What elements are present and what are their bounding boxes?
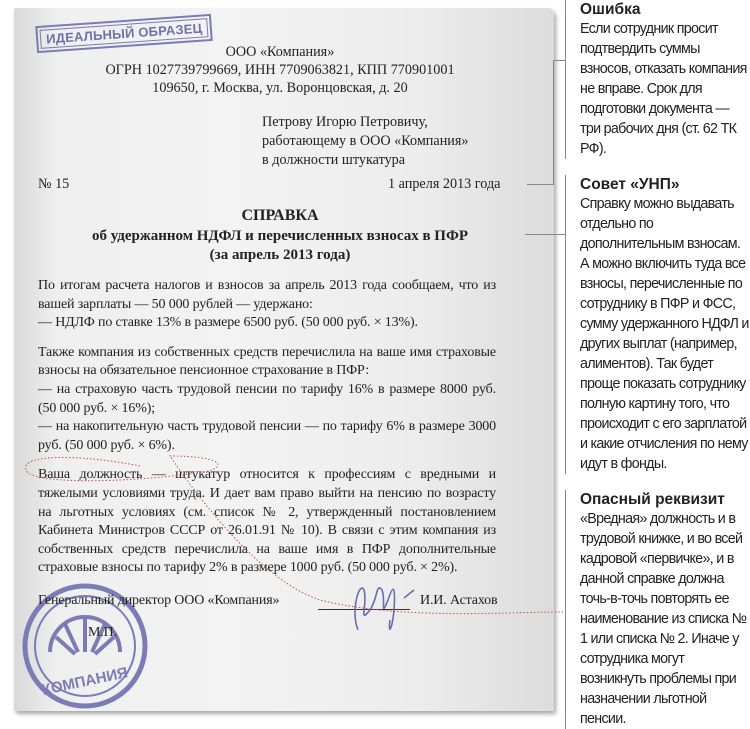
signatory-name: И.И. Астахов: [420, 592, 498, 608]
note-heading: Ошибка: [580, 1, 641, 18]
company-address: 109650, г. Москва, ул. Воронцовская, д. 20: [152, 80, 408, 96]
paragraph-item: — на страховую часть трудовой пенсии по тарифу 16% в размере 8000 руб. (50 000 руб. × 16%);: [38, 381, 496, 416]
paragraph-withheld: [38, 277, 496, 333]
document-period: (за апрель 2013 года): [209, 247, 351, 263]
seal-place: М.П.: [88, 624, 117, 640]
sample-stamp-label: ИДЕАЛЬНЫЙ ОБРАЗЕЦ: [40, 18, 209, 49]
sidebar: [565, 0, 750, 729]
company-name: ООО «Компания»: [225, 44, 335, 60]
document-title: СПРАВКА: [241, 207, 319, 224]
document-date: 1 апреля 2013 года: [388, 176, 501, 192]
seal-text: КОМПАНИЯ: [40, 664, 130, 699]
document-number: № 15: [38, 176, 70, 192]
paragraph-text: Также компания из собственных средств перечислила на ваше имя страховые взносы на обязательное пенсионное страхование в ПФР:: [38, 344, 496, 379]
sidebar-note-advice: [565, 175, 750, 474]
company-registration: ОГРН 1027739799669, ИНН 7709063821, КПП 770901001: [105, 62, 455, 78]
note-text: Справку можно выдавать отдельно по дополнительным взносам. А можно включить туда все взносы, перечисленные по сотруднику в ПФР и ФСС, сумму удержанного НДФЛ и других выплат (например, алиментов). Так будет проще показать сотруднику полную картину того, что происходит с его зарплатой и какие отчисления по нему идут в фонды.: [580, 196, 749, 472]
paragraph-text: Ваша должность — штукатур относится к профессиям с вредными и тяжелыми условиями труда. И дает вам право выйти на пенсию по возрасту на льготных условиях (см. список № 2, утвержденный постановлением Кабинета Министров СССР от 26.01.91 № 10). В связи с этим компания из собственных средств перечислила на ваше имя в ПФР дополнительные страховые взносы по тарифу 2% в размере 1000 руб. (50 000 руб. × 2%).: [38, 467, 496, 576]
paragraph-item: — на накопительную часть трудовой пенсии — по тарифу 6% в размере 3000 руб. (50 000 руб. × 6%).: [38, 419, 496, 453]
connector-line: [525, 234, 565, 235]
note-heading: Совет «УНП»: [580, 176, 680, 193]
note-text: Если сотрудник просит подтвердить суммы взносов, отказать компания не вправе. Срок для подготовки документа — три рабочих дня (ст. 62 ТК РФ).: [580, 21, 747, 157]
connector-line: [553, 60, 565, 61]
addressee-line: в должности штукатура: [262, 152, 406, 168]
paragraph-item: — НДЛФ по ставке 13% в размере 6500 руб. (50 000 руб. × 13%).: [38, 315, 418, 331]
paragraph-contributions: [38, 344, 496, 456]
document-subtitle: об удержанном НДФЛ и перечисленных взносах в ПФР: [91, 228, 469, 244]
sidebar-note-danger: [565, 490, 750, 729]
note-heading: Опасный реквизит: [580, 491, 725, 508]
addressee-line: Петрову Игорю Петровичу,: [262, 114, 428, 130]
addressee-line: работающему в ООО «Компания»: [262, 133, 469, 149]
sidebar-note-error: [565, 0, 750, 159]
annotation-dotted-path: [0, 440, 570, 630]
signatory-position: Генеральный директор ООО «Компания»: [38, 592, 280, 608]
note-text: «Вредная» должность и в трудовой книжке, и во всей кадровой «первичке», и в данной справке должна точь-в-точь повторять ее наименование из списка № 1 или списка № 2. Иначе у сотрудника могут возникнуть проблемы при назначении льготной пенсии.: [580, 511, 747, 727]
paragraph-text: По итогам расчета налогов и взносов за апрель 2013 года сообщаем, что из вашей зарплаты — 50 000 рублей — удержано:: [38, 278, 496, 312]
connector-line: [553, 60, 554, 185]
connector-line: [527, 184, 553, 185]
